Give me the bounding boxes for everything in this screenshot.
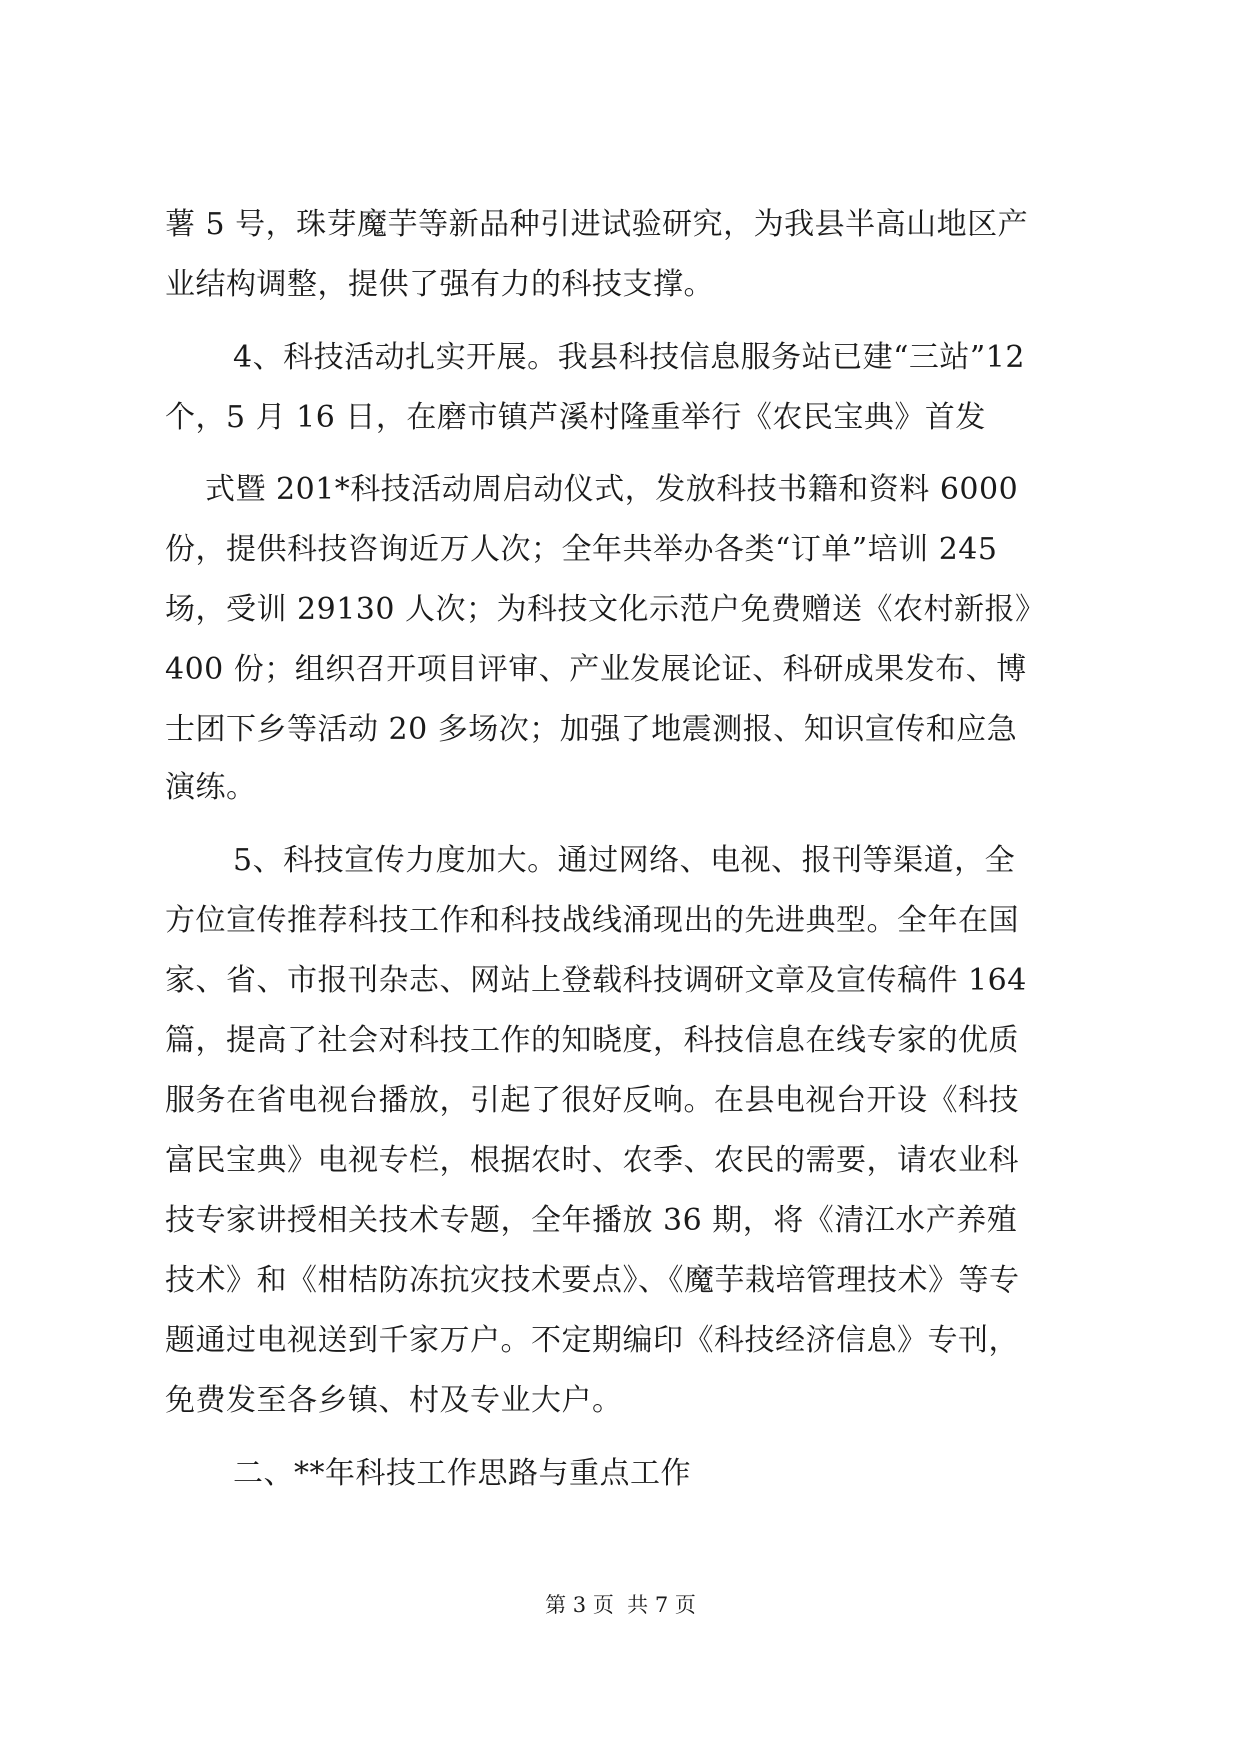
text-line: 400 份；组织召开项目评审、产业发展论证、科研成果发布、博 [165,652,1027,687]
text-line: 业结构调整，提供了强有力的科技支撑。 [165,267,714,302]
text-line: 篇，提高了社会对科技工作的知晓度，科技信息在线专家的优质 [165,1023,1019,1058]
text-line: 薯 5 号，珠芽魔芋等新品种引进试验研究，为我县半高山地区产 [165,207,1029,242]
text-line: 4、科技活动扎实开展。我县科技信息服务站已建“三站”12 [233,340,1025,375]
text-line: 题通过电视送到千家万户。不定期编印《科技经济信息》专刊， [165,1323,1019,1358]
text-line: 份，提供科技咨询近万人次；全年共举办各类“订单”培训 245 [165,532,998,567]
text-line: 技专家讲授相关技术专题，全年播放 36 期，将《清江水产养殖 [165,1203,1018,1238]
text-line: 式暨 201*科技活动周启动仪式，发放科技书籍和资料 6000 [205,472,1019,507]
section-heading: 二、**年科技工作思路与重点工作 [233,1456,691,1491]
text-line: 免费发至各乡镇、村及专业大户。 [165,1383,623,1418]
text-line: 技术》和《柑桔防冻抗灾技术要点》、《魔芋栽培管理技术》等专 [165,1263,1020,1298]
text-line: 家、省、市报刊杂志、网站上登载科技调研文章及宣传稿件 164 [165,963,1027,998]
text-line: 5、科技宣传力度加大。通过网络、电视、报刊等渠道，全 [233,843,1016,878]
text-line: 士团下乡等活动 20 多场次；加强了地震测报、知识宣传和应急 [165,712,1018,747]
text-line: 服务在省电视台播放，引起了很好反响。在县电视台开设《科技 [165,1083,1019,1118]
page-footer: 第 3 页 共 7 页 [545,1593,696,1617]
text-line: 个，5 月 16 日，在磨市镇芦溪村隆重举行《农民宝典》首发 [165,400,986,435]
text-line: 富民宝典》电视专栏，根据农时、农季、农民的需要，请农业科 [165,1143,1019,1178]
text-line: 演练。 [165,770,257,805]
text-line: 方位宣传推荐科技工作和科技战线涌现出的先进典型。全年在国 [165,903,1019,938]
text-line: 场，受训 29130 人次；为科技文化示范户免费赠送《农村新报》 [165,592,1046,627]
